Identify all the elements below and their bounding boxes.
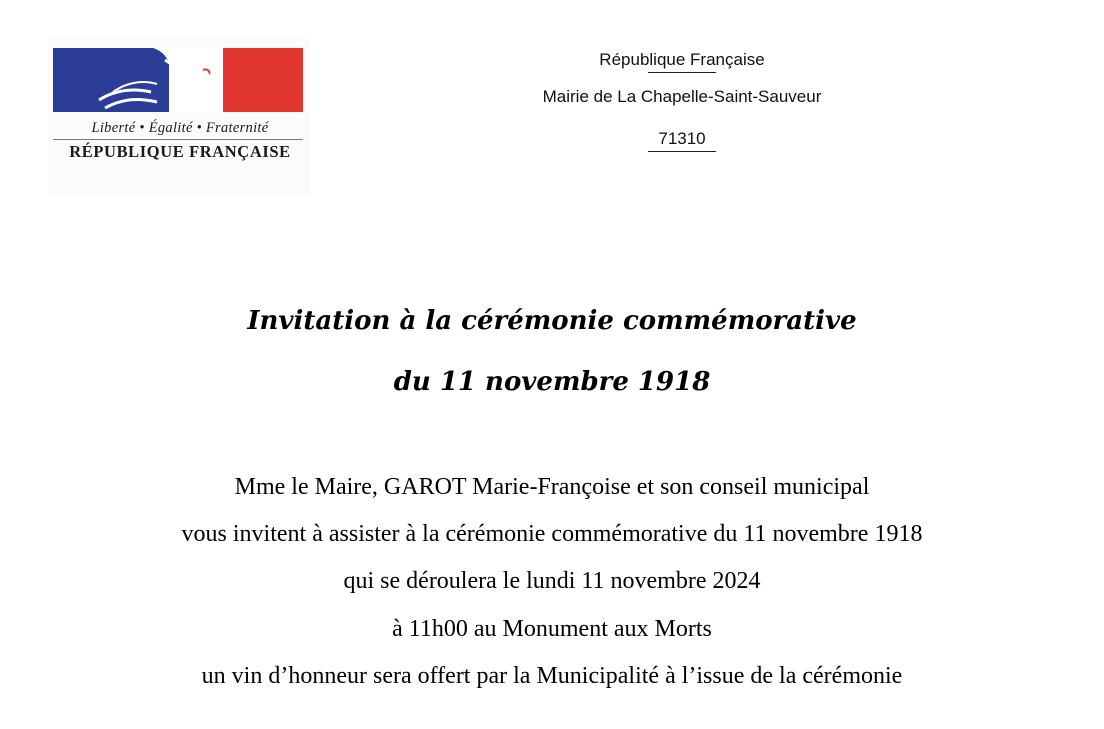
flag-red-band — [223, 48, 303, 112]
body-line-4: à 11h00 au Monument aux Morts — [392, 616, 712, 642]
invitation-title-line-2: du 11 novembre 1918 — [393, 367, 711, 397]
invitation-title-line-1: Invitation à la cérémonie commémorative — [247, 306, 857, 336]
marianne-emblem-icon — [53, 48, 303, 124]
header-mairie: Mairie de La Chapelle-Saint-Sauveur — [542, 87, 822, 106]
body-line-5: un vin d’honneur sera offert par la Municipalité à l’issue de la cérémonie — [201, 663, 903, 689]
body-line-1: Mme le Maire, GAROT Marie-Françoise et son conseil municipal — [234, 474, 870, 500]
header-rule-2 — [648, 151, 716, 152]
logo-divider — [53, 139, 303, 140]
letterhead — [482, 48, 882, 152]
header-postcode: 71310 — [658, 129, 706, 148]
body-line-2: vous invitent à assister à la cérémonie commémorative du 11 novembre 1918 — [181, 521, 923, 547]
logo-republic-name: RÉPUBLIQUE FRANÇAISE — [69, 142, 291, 161]
logo-motto: Liberté • Égalité • Fraternité — [91, 120, 269, 136]
header-rule-1 — [648, 72, 716, 73]
marianne-logo — [48, 38, 310, 196]
body-line-3: qui se déroulera le lundi 11 novembre 2024 — [343, 568, 761, 594]
header-republic: République Française — [599, 50, 765, 69]
